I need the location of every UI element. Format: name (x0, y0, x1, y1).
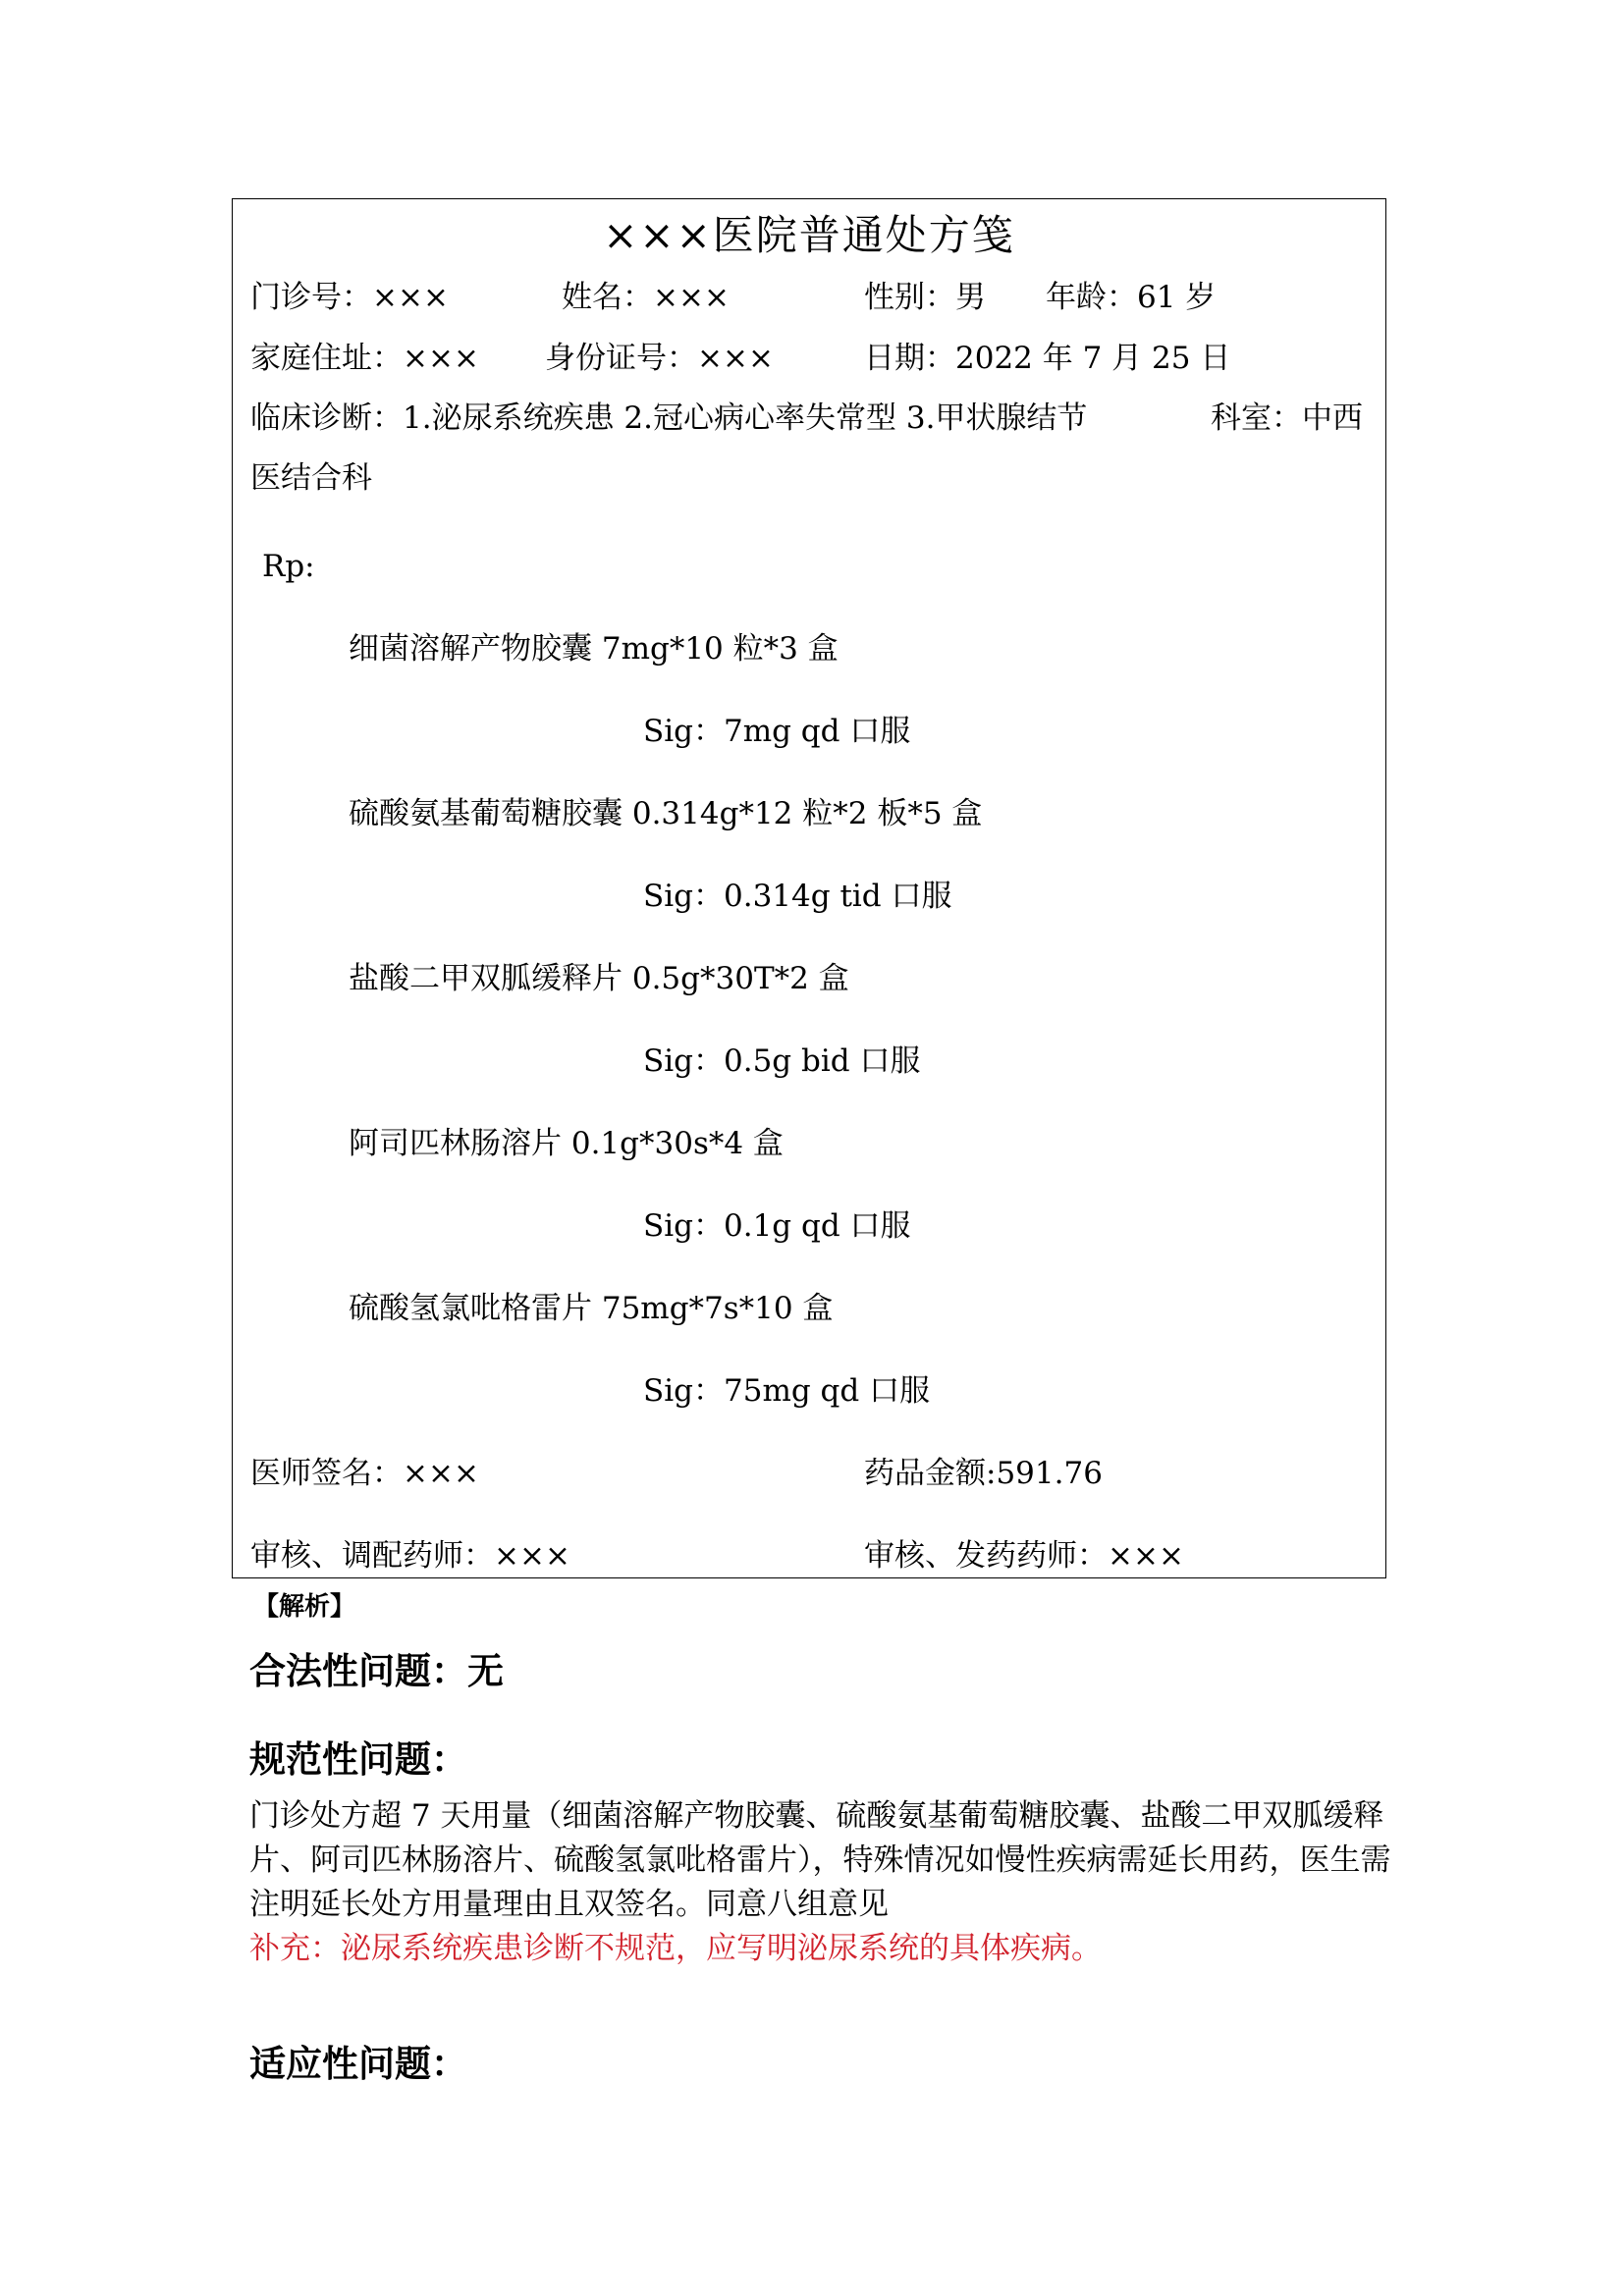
legality-heading: 合法性问题：无 (249, 1650, 504, 1692)
prescription-form (232, 198, 1386, 1578)
drug-sig: Sig：0.1g qd 口服 (643, 1208, 911, 1244)
patient-id-number: 身份证号：××× (545, 341, 774, 376)
clinical-diagnosis: 临床诊断：1.泌尿系统疾患 2.冠心病心率失常型 3.甲状腺结节 (250, 400, 1088, 436)
rp-label: Rp: (262, 549, 315, 584)
doctor-signature: 医师签名：××× (250, 1456, 479, 1491)
drug-name: 细菌溶解产物胶囊 7mg*10 粒*3 盒 (349, 631, 839, 667)
clinic-number: 门诊号：××× (250, 280, 449, 315)
drug-sig: Sig：0.5g bid 口服 (643, 1043, 921, 1079)
drug-sig: Sig：0.314g tid 口服 (643, 879, 952, 914)
drug-name: 硫酸氨基葡萄糖胶囊 0.314g*12 粒*2 板*5 盒 (349, 796, 983, 831)
standard-text: 门诊处方超 7 天用量（细菌溶解产物胶囊、硫酸氨基葡萄糖胶囊、盐酸二甲双胍缓释片、阿司匹林肠溶片、硫酸氢氯吡格雷片），特殊情况如慢性疾病需延长用药，医生需注明延长处方用量理由且双签名。同意八组意见 (249, 1798, 1391, 1922)
dispensing-pharmacist: 审核、调配药师：××× (250, 1538, 570, 1574)
drug-name: 阿司匹林肠溶片 0.1g*30s*4 盒 (349, 1126, 784, 1161)
patient-age: 年龄：61 岁 (1046, 280, 1217, 315)
prescription-date: 日期：2022 年 7 月 25 日 (864, 341, 1231, 376)
patient-name: 姓名：××× (562, 280, 730, 315)
drug-name: 盐酸二甲双胍缓释片 0.5g*30T*2 盒 (349, 961, 849, 996)
department-continued: 医结合科 (250, 460, 372, 496)
prescription-title: ×××医院普通处方笺 (603, 211, 1015, 259)
supplement-text: 补充：泌尿系统疾患诊断不规范，应写明泌尿系统的具体疾病。 (249, 1931, 1102, 1966)
patient-address: 家庭住址：××× (250, 341, 479, 376)
issuing-pharmacist: 审核、发药药师：××× (864, 1538, 1184, 1574)
drug-sig: Sig：7mg qd 口服 (643, 714, 911, 749)
analysis-label: 【解析】 (253, 1592, 356, 1622)
standard-heading: 规范性问题： (249, 1738, 467, 1781)
patient-sex: 性别：男 (864, 280, 986, 315)
drug-sig: Sig：75mg qd 口服 (643, 1373, 931, 1409)
drug-amount: 药品金额:591.76 (864, 1456, 1103, 1491)
department: 科室：中西 (1211, 400, 1363, 436)
adaptability-heading: 适应性问题： (249, 2043, 467, 2085)
drug-name: 硫酸氢氯吡格雷片 75mg*7s*10 盒 (349, 1291, 834, 1326)
